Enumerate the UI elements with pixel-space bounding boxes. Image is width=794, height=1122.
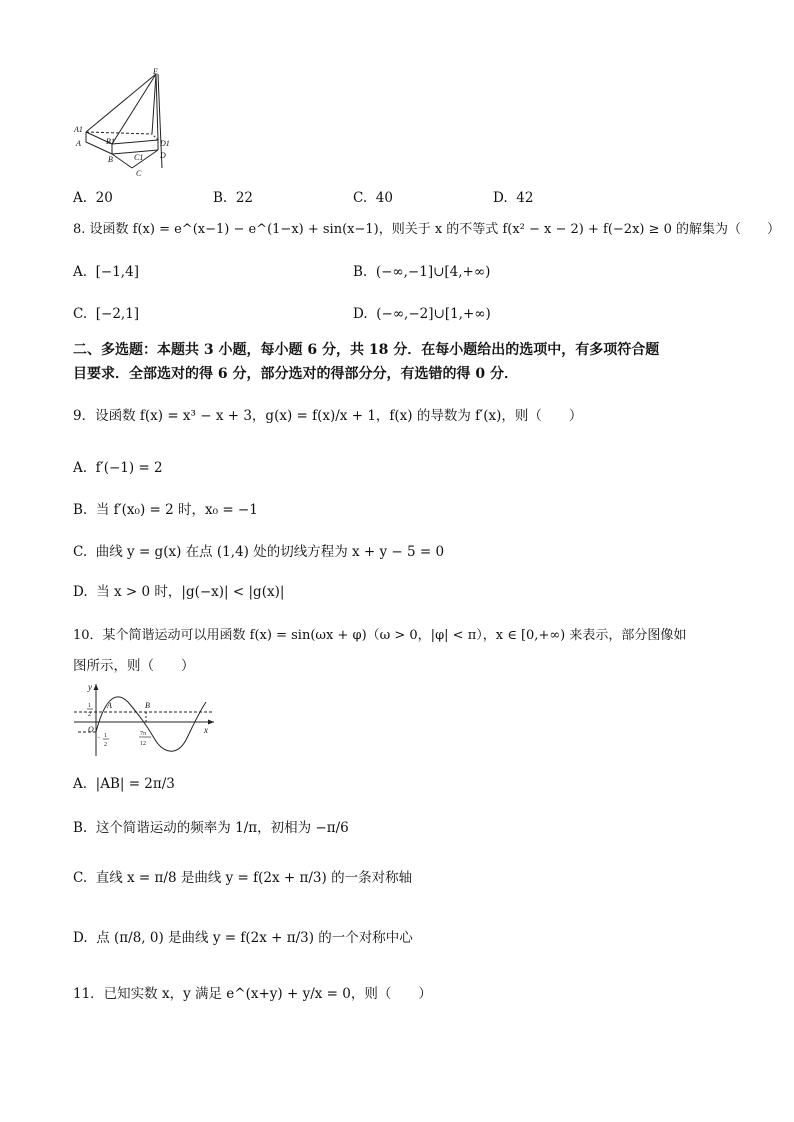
q8-stem: 8. 设函数 f(x) = e^(x−1) − e^(1−x) + sin(x−1)，则关于 x 的不等式 f(x² − x − 2) + f(−2x) ≥ 0 的解集为（ ） (73, 222, 781, 237)
q7-option-c[interactable]: C. 40 (353, 190, 393, 206)
tick-half-denominator: 2 (88, 712, 91, 718)
q10-stem-line2: 图所示，则（ ） (73, 658, 195, 674)
q10-option-b[interactable]: B. 这个简谐运动的频率为 1/π，初相为 −π/6 (73, 820, 349, 836)
tick-half-numerator: 1 (88, 703, 91, 709)
q10-option-a[interactable]: A. |AB| = 2π/3 (73, 776, 175, 792)
q10-option-d[interactable]: D. 点 (π/8, 0) 是曲线 y = f(2x + π/3) 的一个对称中心 (73, 930, 413, 946)
q9-option-a[interactable]: A. f′(−1) = 2 (73, 460, 163, 476)
point-label-B: B (108, 155, 113, 164)
x-axis-label: x (204, 725, 208, 735)
point-label-E: E (153, 67, 158, 76)
point-label-A: A (76, 139, 81, 148)
section-heading-line2: 目要求．全部选对的得 6 分，部分选对的得部分分，有选错的得 0 分． (73, 366, 518, 382)
q9-option-c[interactable]: C. 曲线 y = g(x) 在点 (1,4) 处的切线方程为 x + y − 5 = 0 (73, 544, 445, 560)
q8-option-d[interactable]: D. (−∞,−2]∪[1,+∞) (353, 306, 491, 322)
q9-option-d[interactable]: D. 当 x > 0 时，|g(−x)| < |g(x)| (73, 584, 285, 600)
sine-graph (72, 680, 222, 760)
q10-stem-line1: 10．某个简谐运动可以用函数 f(x) = sin(ωx + φ)（ω > 0，|φ| < π），x ∈ [0,+∞) 来表示，部分图像如 (73, 628, 687, 643)
sine-curve (96, 697, 206, 751)
tick-neg-half-denominator: 2 (104, 742, 107, 748)
q10-option-c[interactable]: C. 直线 x = π/8 是曲线 y = f(2x + π/3) 的一条对称轴 (73, 870, 413, 886)
pyramid-figure (72, 66, 182, 181)
point-A-label: A (107, 701, 112, 710)
tick-7pi-denominator: 12 (140, 741, 146, 747)
origin-label: O (88, 725, 94, 734)
q8-option-b[interactable]: B. (−∞,−1]∪[4,+∞) (353, 264, 491, 280)
q8-option-c[interactable]: C. [−2,1] (73, 306, 140, 322)
q7-option-b[interactable]: B. 22 (213, 190, 253, 206)
y-axis-label: y (88, 682, 92, 692)
q11-stem: 11．已知实数 x，y 满足 e^(x+y) + y/x = 0，则（ ） (73, 986, 432, 1002)
q9-stem: 9．设函数 f(x) = x³ − x + 3，g(x) = f(x)/x + 1，f(x) 的导数为 f′(x)，则（ ） (73, 408, 583, 424)
point-label-C: C (136, 169, 142, 178)
point-label-C1: C1 (134, 153, 144, 162)
point-label-A1: A1 (74, 125, 83, 134)
tick-neg-half-numerator: 1 (104, 733, 107, 739)
point-label-D1: D1 (160, 139, 170, 148)
section-heading-line1: 二、多选题：本题共 3 小题，每小题 6 分，共 18 分．在每小题给出的选项中，有多项符合题 (73, 342, 660, 358)
point-B-label: B (145, 701, 150, 710)
q9-option-b[interactable]: B. 当 f′(x₀) = 2 时，x₀ = −1 (73, 502, 258, 518)
tick-7pi-numerator: 7π (140, 731, 147, 737)
point-label-B1: B1 (106, 137, 115, 146)
q7-option-a[interactable]: A. 20 (73, 190, 113, 206)
q7-option-d[interactable]: D. 42 (493, 190, 534, 206)
q8-option-a[interactable]: A. [−1,4] (73, 264, 139, 280)
point-label-D: D (160, 151, 166, 160)
tick-neg-sign: − (97, 735, 101, 741)
